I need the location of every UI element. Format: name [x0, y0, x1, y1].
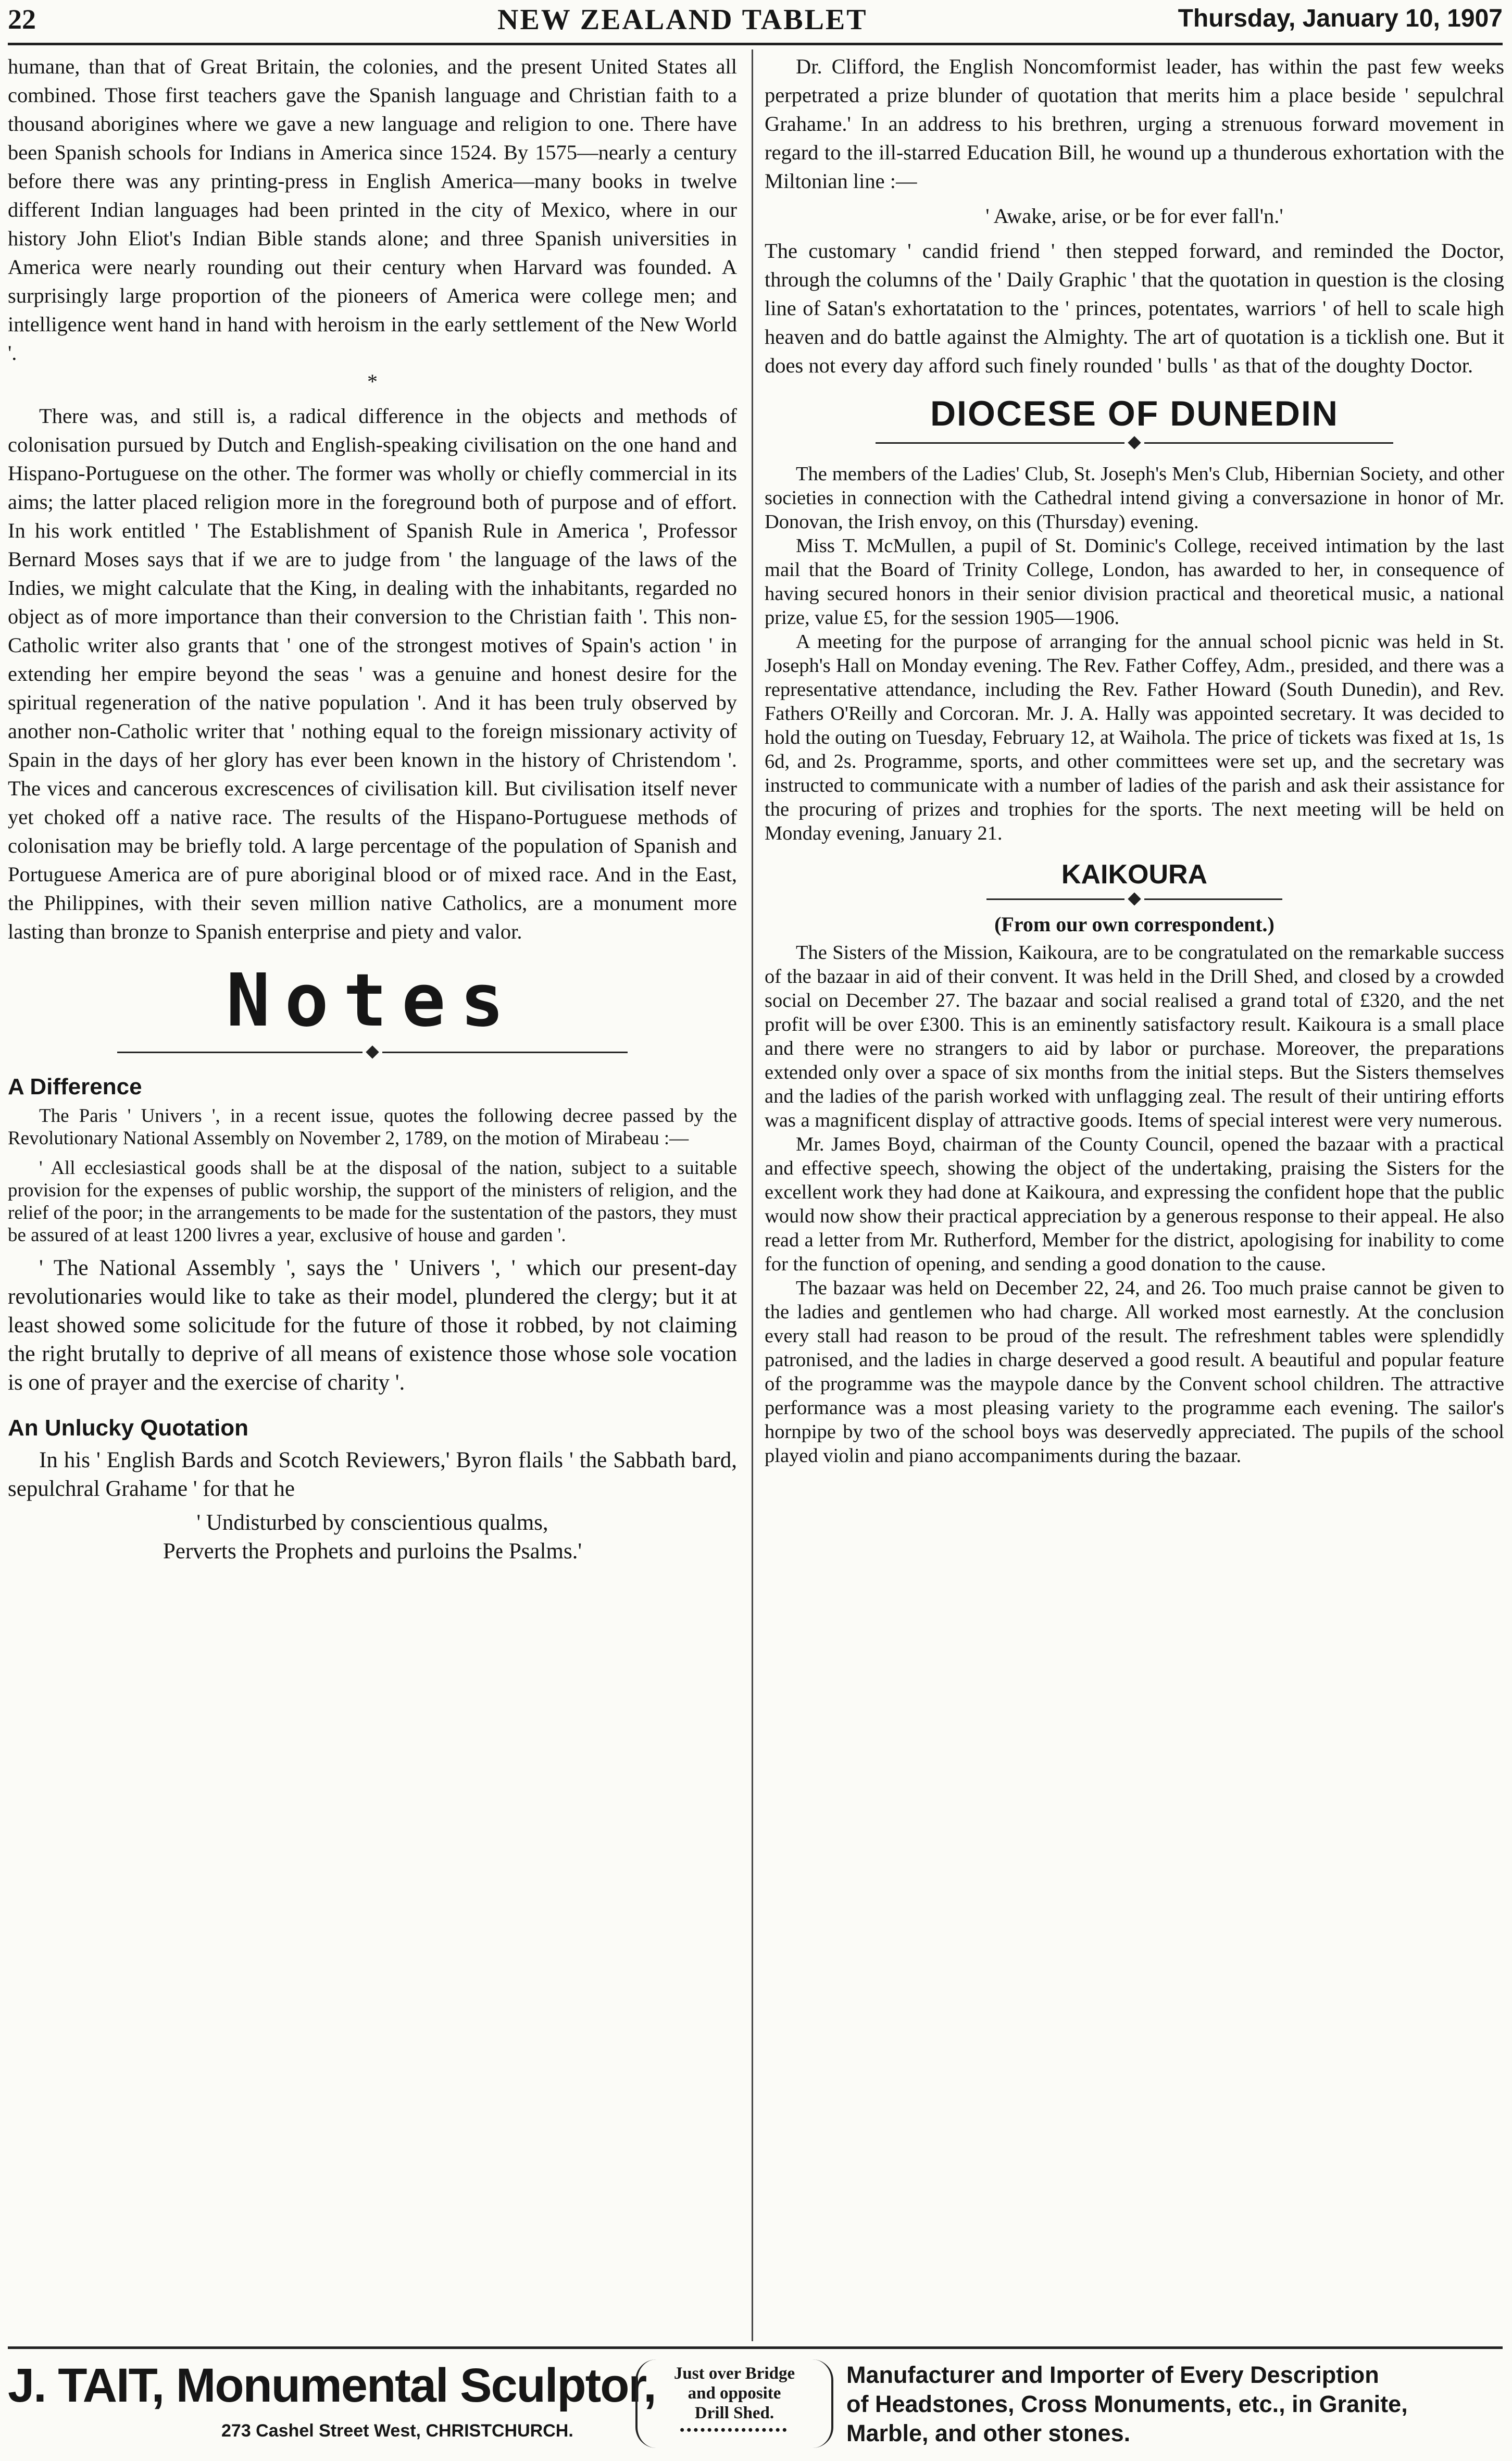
ornament-divider	[986, 894, 1282, 904]
article-paragraph: ' The National Assembly ', says the ' Univers ', ' which our present-day revolutionaries would like to take as their model, plundered the clergy; but it at least showed some solicitude for the future of those it robbed, by not claiming the right brutally to deprive of all means of existence those whose sole vocation is one of prayer and the exercise of charity '.	[8, 1256, 737, 1395]
issue-date: Thursday, January 10, 1907	[1178, 5, 1503, 32]
article-paragraph: Miss T. McMullen, a pupil of St. Dominic's College, received intimation by the last mail that the Board of Trinity College, London, has awarded to her, in consequence of having secured honors in their senior division practical and theoretical music, a national prize, value £5, for the session 1905—1906.	[765, 535, 1504, 629]
article-paragraph: A meeting for the purpose of arranging for the annual school picnic was held in St. Joseph's Hall on Monday evening. The Rev. Father Coffey, Adm., presided, and there was a representative attendance, including the Rev. Father Howard (South Dunedin), and Rev. Fathers O'Reilly and Corcoran. Mr. J. A. Hally was appointed secretary. It was decided to hold the outing on Tuesday, February 12, at Waihola. The price of tickets was fixed at 1s, 1s 6d, and 2s. Programme, sports, and other committees were set up, and the secretary was instructed to communicate with a number of ladies of the parish and ask their assistance for the procuring of prizes and trophies for the sports. The next meeting will be held on Monday evening, January 21.	[765, 631, 1504, 844]
quoted-verse: Perverts the Prophets and purloins the Psalms.'	[163, 1539, 582, 1564]
article-paragraph: In his ' English Bards and Scotch Reviewers,' Byron flails ' the Sabbath bard, sepulchral Grahame ' for that he	[8, 1448, 737, 1501]
article-paragraph: The Sisters of the Mission, Kaikoura, are to be congratulated on the remarkable success of the bazaar in aid of their convent. It was held in the Drill Shed, and closed by a crowded social on December 27. The bazaar and social realised a grand total of £320, and the net profit will be over £300. This is an eminently satisfactory result. Kaikoura is a small place and there were no strangers to aid by labor or purchase. Moreover, the preparations extended only over a space of six months from the initial steps. But the Sisters themselves and the ladies of the parish worked with unflagging zeal. The result of their untiring efforts was a magnificent display of attractive goods. Items of special interest were very numerous.	[765, 942, 1504, 1131]
description-line: of Headstones, Cross Monuments, etc., in Granite,	[846, 2391, 1408, 2417]
subheading-unlucky-quotation: An Unlucky Quotation	[8, 1415, 248, 1441]
advertiser-description	[846, 2360, 1503, 2448]
dotted-rule: ••••••••••••••••	[680, 2422, 789, 2438]
location-line: Just over Bridge	[673, 2364, 795, 2383]
article-paragraph: The customary ' candid friend ' then stepped forward, and reminded the Doctor, through the columns of the ' Daily Graphic ' that the quotation in question is the closing line of Satan's exhortatation to the ' princes, potentates, warriors ' of hell to scale high heaven and do battle against the Almighty. The art of quotation is a ticklish one. But it does not every day afford such finely rounded ' bulls ' as that of the doughty Doctor.	[765, 239, 1504, 377]
location-line: and opposite	[688, 2384, 781, 2403]
diocese-heading: DIOCESE OF DUNEDIN	[930, 394, 1339, 433]
subheading-a-difference: A Difference	[8, 1074, 142, 1100]
article-paragraph: The bazaar was held on December 22, 24, and 26. Too much praise cannot be given to the ladies and gentlemen who had charge. All worked most earnestly. At the conclusion every stall had reason to be proud of the result. The refreshment tables were splendidly patronised, and the ladies in charge deserved a good result. A beautiful and popular feature of the programme was the maypole dance by the Convent school children. The attractive performance was a most pleasing variety to the programme each evening. The sailor's hornpipe by two of the school boys was deservedly appreciated. The pupils of the school played violin and piano accompaniments during the bazaar.	[765, 1277, 1504, 1467]
article-paragraph: Mr. James Boyd, chairman of the County Council, opened the bazaar with a practical and effective speech, showing the object of the undertaking, praising the Sisters for the excellent work they had done at Kaikoura, and expressing the confident hope that the public would now show their practical appreciation by a generous response to their appeal. He also read a letter from Mr. Rutherford, Member for the district, apologising for inability to come for the function of opening, and sending a good donation to the cause.	[765, 1133, 1504, 1275]
quoted-line: ' Awake, arise, or be for ever fall'n.'	[985, 204, 1283, 228]
ornament-divider	[876, 438, 1393, 447]
masthead-rule	[8, 43, 1503, 45]
kaikoura-heading: KAIKOURA	[1061, 859, 1208, 890]
column-divider	[752, 49, 753, 2341]
ornament-divider	[117, 1047, 628, 1057]
publication-title: NEW ZEALAND TABLET	[497, 4, 868, 36]
notes-heading: Notes	[226, 958, 519, 1043]
quoted-verse: ' Undisturbed by conscientious qualms,	[196, 1510, 548, 1535]
description-line: Manufacturer and Importer of Every Description	[846, 2362, 1379, 2388]
advertiser-name: J. TAIT, Monumental Sculptor,	[8, 2359, 656, 2412]
right-column	[765, 52, 1504, 2344]
article-paragraph: humane, than that of Great Britain, the colonies, and the present United States all combined. Those first teachers gave the Spanish language and Christian faith to a thousand aborigines where we gave a new language and religion to one. There have been Spanish schools for Indians in America since 1524. By 1575—nearly a century before there was any printing-press in English America—many books in twelve different Indian languages had been printed in the city of Mexico, where in our history John Eliot's Indian Bible stands alone; and three Spanish universities in America were nearly rounding out their century when Harvard was founded. A surprisingly large proportion of the pioneers of America were college men; and intelligence went hand in hand with heroism in the early settlement of the New World '.	[8, 55, 737, 365]
article-paragraph: The Paris ' Univers ', in a recent issue, quotes the following decree passed by the Revolutionary National Assembly on November 2, 1789, on the motion of Mirabeau :—	[8, 1105, 737, 1149]
advertisement-banner	[8, 2346, 1503, 2461]
quoted-decree: ' All ecclesiastical goods shall be at the disposal of the nation, subject to a suitable provision for the expenses of public worship, the support of the ministers of religion, and the relief of the poor; in the arrangements to be made for the sustentation of the pastors, they must be assured of at least 1200 livres a year, exclusive of house and garden '.	[8, 1157, 737, 1246]
section-star: *	[367, 370, 378, 393]
article-paragraph: The members of the Ladies' Club, St. Joseph's Men's Club, Hibernian Society, and other societies in connection with the Cathedral intend giving a conversazione in honor of Mr. Donovan, the Irish envoy, on this (Thursday) evening.	[765, 463, 1504, 533]
left-column	[8, 52, 737, 2339]
article-paragraph: There was, and still is, a radical difference in the objects and methods of colonisation pursued by Dutch and English-speaking civilisation on the one hand and Hispano-Portuguese on the other. The former was wholly or chiefly commercial in its aims; the latter placed religion more in the foreground both of purpose and of effort. In his work entitled ' The Establishment of Spanish Rule in America ', Professor Bernard Moses says that if we are to judge from ' the language of the laws of the Indies, we might calculate that the King, in dealing with the inhabitants, regarded no object as of more importance than their conversion to the Christian faith '. This non-Catholic writer also grants that ' one of the strongest motives of Spain's action ' in extending her empire beyond the seas ' was a genuine and honest desire for the spiritual regeneration of the native population '. And it has been truly observed by another non-Catholic writer that ' nothing equal to the foreign missionary activity of Spain in the days of her glory has ever been known in the history of Christendom '. The vices and cancerous excrescences of civilisation kill. But civilisation itself never yet choked off a native race. The results of the Hispano-Portuguese methods of colonisation may be briefly told. A large percentage of the population of Spanish and Portuguese America are of pure aboriginal blood or of mixed race. And in the East, the Philippines, with their seven million native Catholics, are a monument more lasting than bronze to Spanish enterprise and piety and valor.	[8, 404, 737, 943]
masthead	[8, 3, 1503, 40]
page-number: 22	[8, 4, 36, 35]
location-box	[635, 2359, 833, 2448]
article-paragraph: Dr. Clifford, the English Noncomformist leader, has within the past few weeks perpetrated a prize blunder of quotation that merits him a place beside ' sepulchral Grahame.' In an address to his brethren, urging a strenuous forward movement in regard to the ill-starred Education Bill, he wound up a thunderous exhortation with the Miltonian line :—	[765, 55, 1504, 193]
location-line: Drill Shed.	[694, 2404, 774, 2422]
description-line: Marble, and other stones.	[846, 2420, 1131, 2446]
correspondent-byline: (From our own correspondent.)	[994, 913, 1274, 936]
advertiser-address: 273 Cashel Street West, CHRISTCHURCH.	[221, 2421, 573, 2441]
